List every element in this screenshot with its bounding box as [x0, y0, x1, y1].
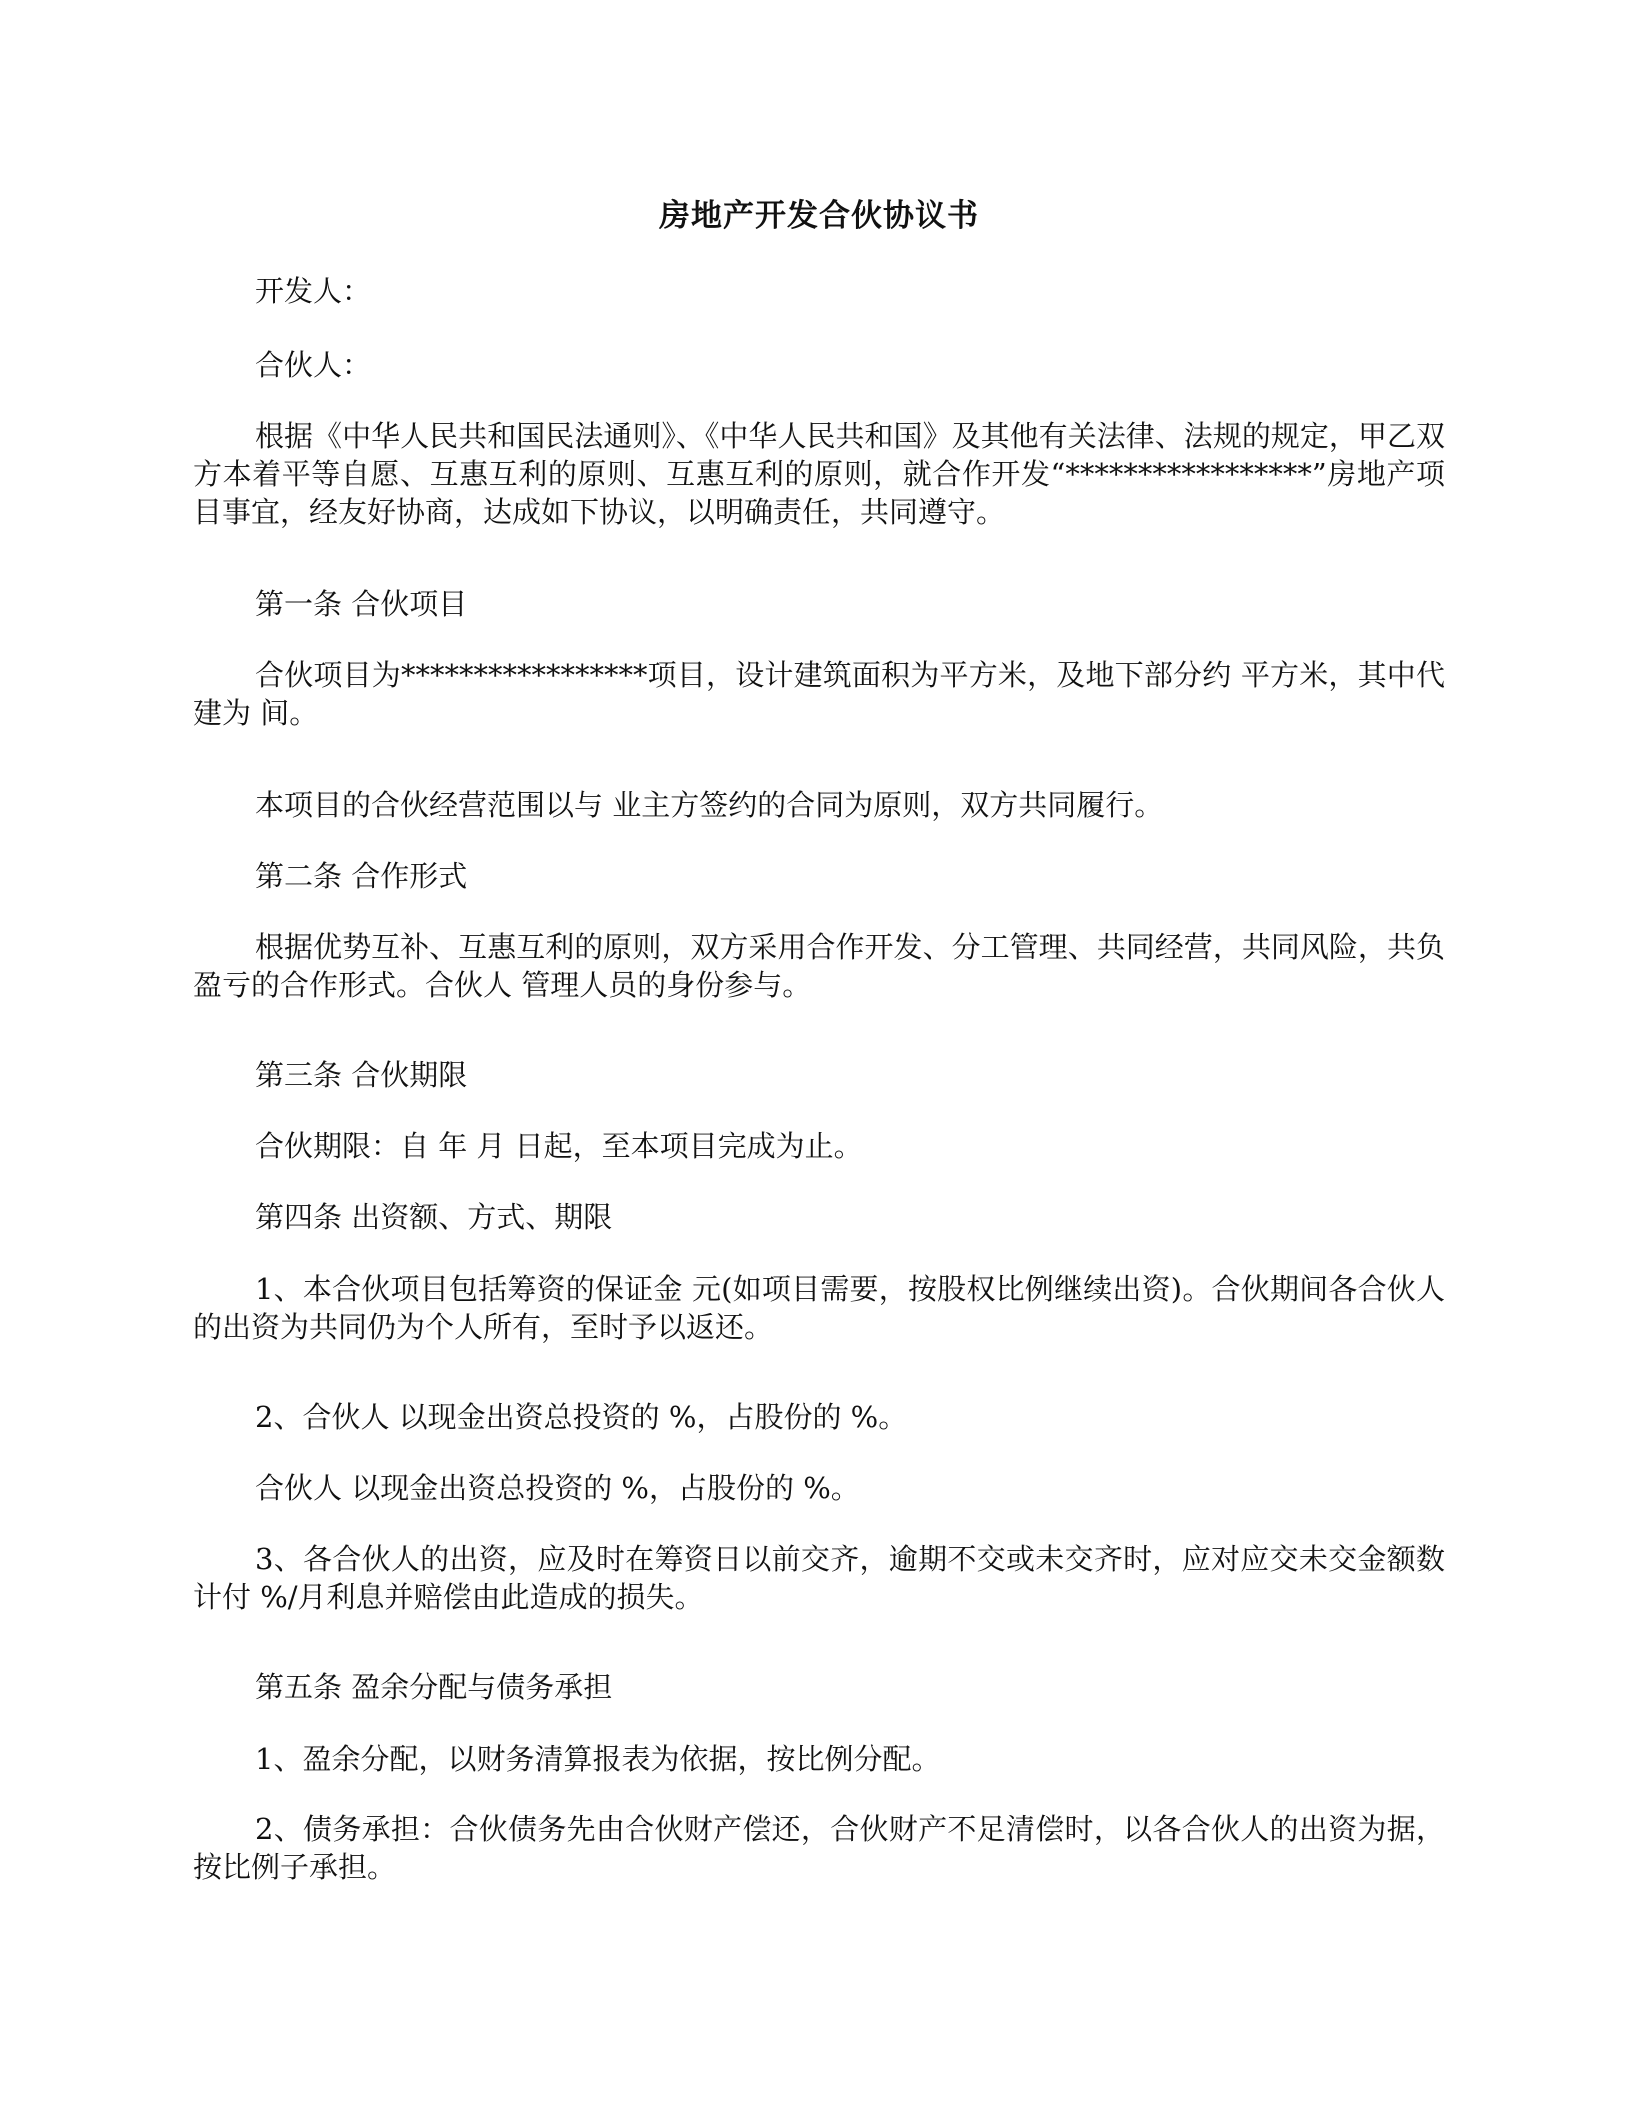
article-4-heading: 第四条 出资额、方式、期限 — [255, 1200, 613, 1234]
article-3-paragraph: 合伙期限：自 年 月 日起，至本项目完成为止。 — [255, 1129, 863, 1163]
article-4-item-3: 3、各合伙人的出资，应及时在筹资日以前交齐，逾期不交或未交齐时，应对应交未交金额数计付 %/月利息并赔偿由此造成的损失。 — [193, 1542, 1445, 1614]
article-4-item-2b: 合伙人 以现金出资总投资的 %，占股份的 %。 — [255, 1471, 860, 1505]
article-5-heading: 第五条 盈余分配与债务承担 — [255, 1670, 613, 1704]
preamble-paragraph: 根据《中华人民共和国民法通则》、《中华人民共和国》及其他有关法律、法规的规定，甲乙双方本着平等自愿、互惠互利的原则、互惠互利的原则，就合作开发“*****************”房地产项目事宜，经友好协商，达成如下协议，以明确责任，共同遵守。 — [193, 419, 1445, 529]
article-4-item-2a: 2、合伙人 以现金出资总投资的 %，占股份的 %。 — [255, 1400, 908, 1434]
article-1-paragraph-2: 本项目的合伙经营范围以与 业主方签约的合同为原则，双方共同履行。 — [255, 788, 1164, 822]
document-title: 房地产开发合伙协议书 — [659, 198, 979, 234]
article-5-item-2: 2、债务承担：合伙债务先由合伙财产偿还，合伙财产不足清偿时，以各合伙人的出资为据，按比例子承担。 — [193, 1812, 1445, 1884]
article-2-heading: 第二条 合作形式 — [255, 859, 468, 893]
article-4-item-1: 1、本合伙项目包括筹资的保证金 元(如项目需要，按股权比例继续出资)。合伙期间各合伙人的出资为共同仍为个人所有，至时予以返还。 — [193, 1272, 1445, 1344]
article-3-heading: 第三条 合伙期限 — [255, 1058, 468, 1092]
partner-line: 合伙人： — [255, 348, 372, 382]
article-1-heading: 第一条 合伙项目 — [255, 587, 468, 621]
article-5-item-1: 1、盈余分配，以财务清算报表为依据，按比例分配。 — [255, 1742, 941, 1776]
article-2-paragraph: 根据优势互补、互惠互利的原则，双方采用合作开发、分工管理、共同经营，共同风险，共负盈亏的合作形式。合伙人 管理人员的身份参与。 — [193, 930, 1445, 1002]
article-1-paragraph-1: 合伙项目为*****************项目，设计建筑面积为平方米，及地下部分约 平方米，其中代建为 间。 — [193, 658, 1445, 730]
developer-line: 开发人： — [255, 274, 372, 308]
